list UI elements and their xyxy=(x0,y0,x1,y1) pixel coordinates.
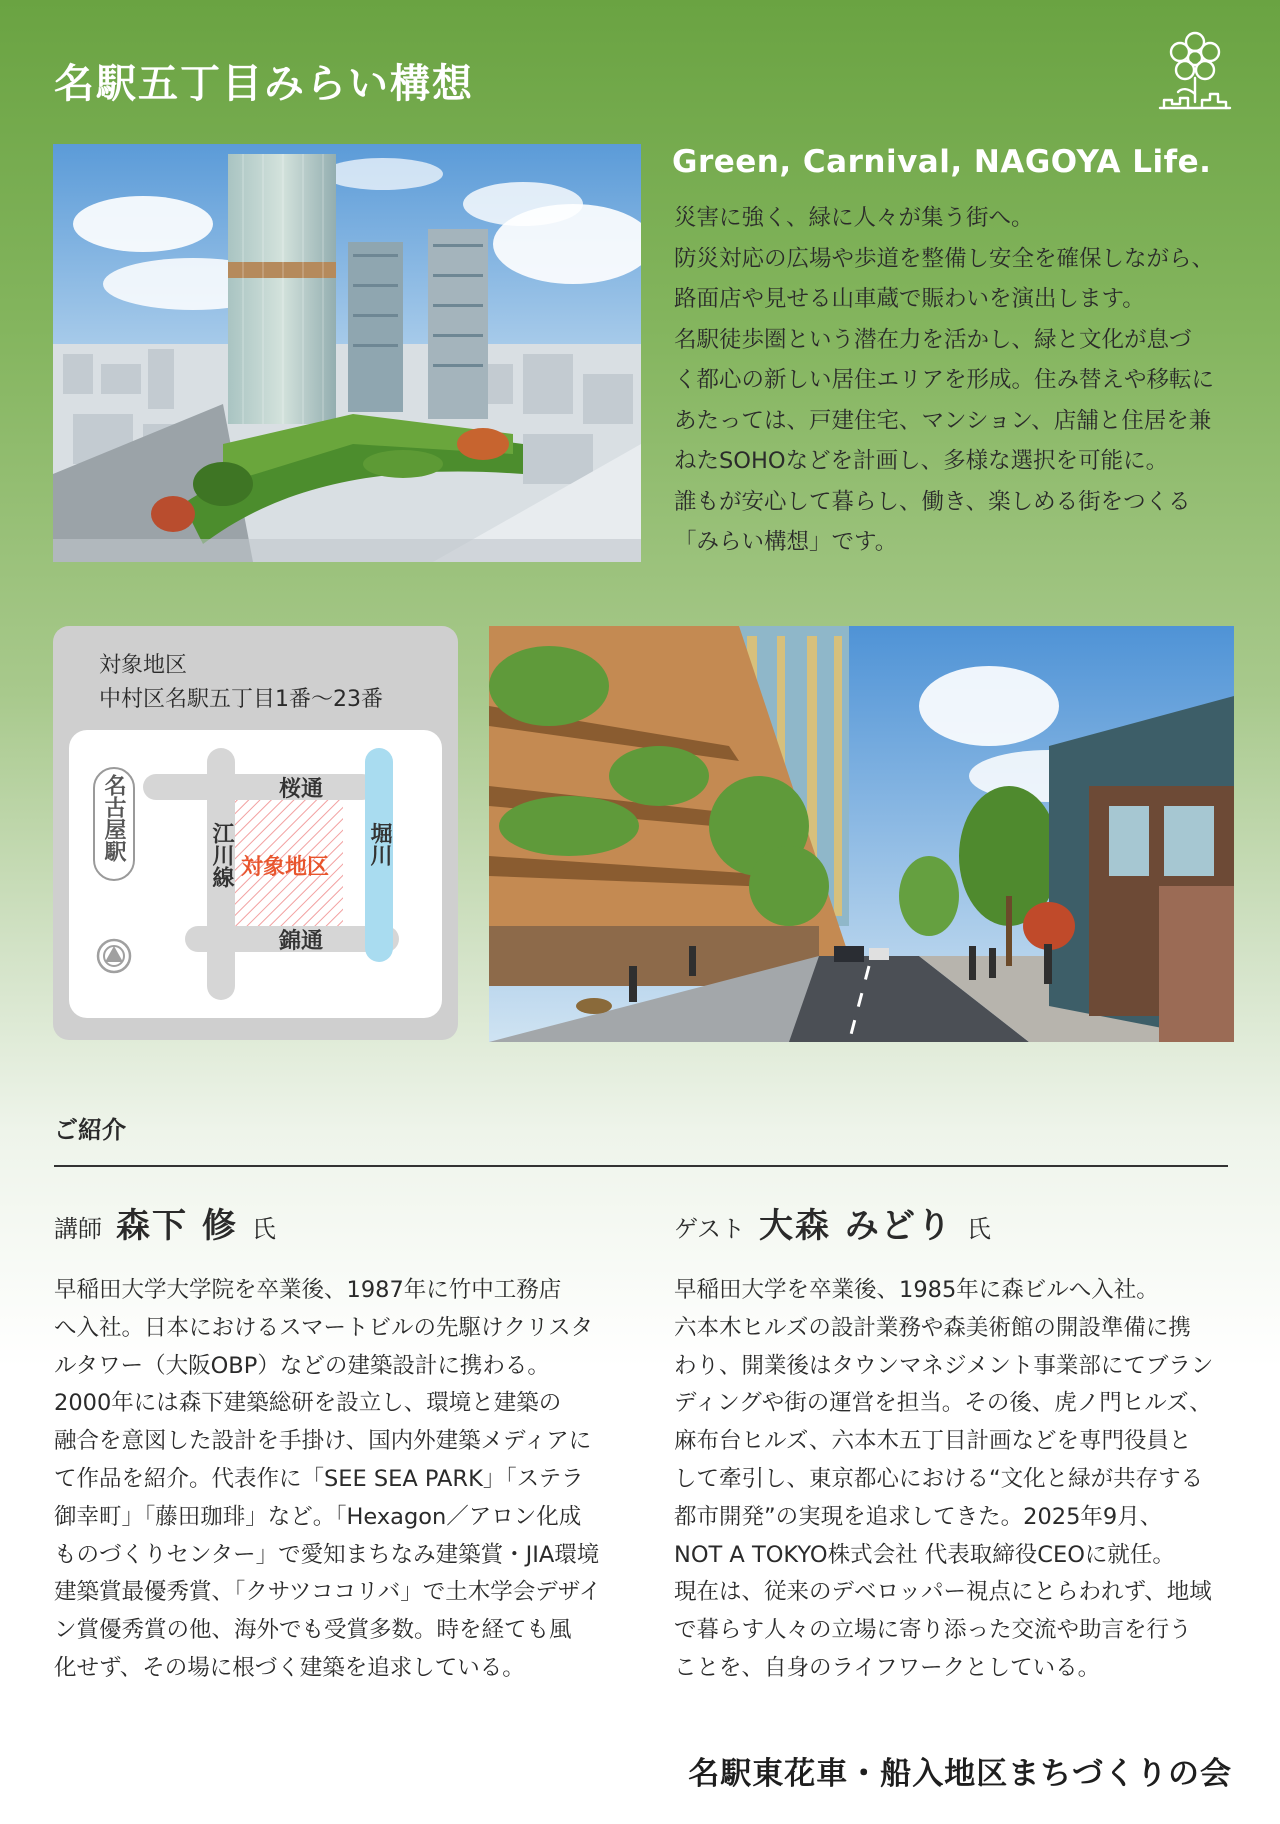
bio-line: して牽引し、東京都心における“文化と緑が共存する xyxy=(674,1465,1204,1492)
guest-bio xyxy=(674,1272,1249,1688)
bio-line: 建築賞最優秀賞、「クサツココリバ」で土木学会デザイ xyxy=(54,1579,602,1606)
intro-line: 「みらい構想」です。 xyxy=(674,529,898,555)
aerial-rendering-image xyxy=(53,144,641,562)
bio-line: 麻布台ヒルズ、六本木五丁目計画などを専門役員と xyxy=(674,1428,1192,1455)
bio-line: 融合を意図した設計を手掛け、国内外建築メディアに xyxy=(54,1428,592,1455)
intro-line: 誰もが安心して暮らし、働き、楽しめる街をつくる xyxy=(674,488,1191,515)
station-label: 名古屋駅 xyxy=(101,774,126,862)
map-label: 対象地区 xyxy=(99,653,188,678)
street-left-label: 江川線 xyxy=(209,822,234,888)
bio-line: NOT A TOKYO株式会社 代表取締役CEOに就任。 xyxy=(674,1541,1175,1568)
lecturer-role: 講師 xyxy=(54,1215,102,1243)
bio-line: て作品を紹介。代表作に「SEE SEA PARK」「ステラ xyxy=(54,1465,584,1492)
intro-paragraph xyxy=(674,198,1264,563)
guest-honorific: 氏 xyxy=(966,1215,991,1243)
section-divider xyxy=(54,1165,1228,1167)
map-address: 中村区名駅五丁目1番～23番 xyxy=(99,687,383,712)
intro-line: 路面店や見せる山車蔵で賑わいを演出します。 xyxy=(674,286,1145,312)
introduction-heading: ご紹介 xyxy=(54,1116,126,1144)
intro-line: く都心の新しい居住エリアを形成。住み替えや移転に xyxy=(674,367,1215,393)
area-map-panel xyxy=(53,626,458,1040)
bio-line: ものづくりセンター」で愛知まちなみ建築賞・JIA環境 xyxy=(54,1541,600,1568)
lecturer-header xyxy=(54,1198,276,1247)
river-label: 堀川 xyxy=(367,822,392,866)
street-top-label: 桜通 xyxy=(279,777,324,802)
area-map xyxy=(69,730,442,1018)
north-icon xyxy=(98,940,130,972)
bio-line: 都市開発”の実現を追求してきた。2025年9月、 xyxy=(674,1503,1163,1530)
target-area-label: 対象地区 xyxy=(241,855,330,880)
guest-role: ゲスト xyxy=(674,1215,746,1243)
bio-line: へ入社。日本におけるスマートビルの先駆けクリスタ xyxy=(54,1314,594,1341)
street-rendering-image xyxy=(489,626,1234,1042)
tagline: Green, Carnival, NAGOYA Life. xyxy=(672,144,1212,180)
lecturer-bio xyxy=(54,1272,629,1688)
bio-line: 現在は、従来のデベロッパー視点にとらわれず、地域 xyxy=(674,1579,1212,1606)
intro-line: 災害に強く、緑に人々が集う街へ。 xyxy=(674,205,1034,231)
bio-line: 早稲田大学大学院を卒業後、1987年に竹中工務店 xyxy=(54,1277,562,1303)
bio-line: ディングや街の運営を担当。その後、虎ノ門ヒルズ、 xyxy=(674,1390,1212,1417)
guest-header xyxy=(674,1198,991,1247)
bio-line: 化せず、その場に根づく建築を追求している。 xyxy=(54,1654,525,1681)
intro-line: 名駅徒歩圏という潜在力を活かし、緑と文化が息づ xyxy=(674,326,1192,353)
page-title: 名駅五丁目みらい構想 xyxy=(54,61,474,107)
bio-line: ことを、自身のライフワークとしている。 xyxy=(674,1654,1101,1681)
bio-line: 2000年には森下建築総研を設立し、環境と建築の xyxy=(54,1390,562,1417)
bio-line: ン賞優秀賞の他、海外でも受賞多数。時を経ても風 xyxy=(54,1617,572,1644)
intro-line: 防災対応の広場や歩道を整備し安全を確保しながら、 xyxy=(674,245,1215,272)
flower-logo-icon xyxy=(1158,28,1232,114)
bio-line: 御幸町」「藤田珈琲」など。「Hexagon／アロン化成 xyxy=(54,1503,582,1530)
bio-line: 六本木ヒルズの設計業務や森美術館の開設準備に携 xyxy=(674,1314,1191,1341)
lecturer-honorific: 氏 xyxy=(251,1215,276,1243)
bio-line: 早稲田大学を卒業後、1985年に森ビルへ入社。 xyxy=(674,1277,1159,1303)
street-bottom-label: 錦通 xyxy=(279,929,324,954)
bio-line: ルタワー（大阪OBP）などの建築設計に携わる。 xyxy=(54,1352,550,1379)
lecturer-name: 森下 修 xyxy=(116,1206,238,1246)
intro-line: あたっては、戸建住宅、マンション、店舗と住居を兼 xyxy=(674,407,1212,434)
guest-name: 大森 みどり xyxy=(759,1206,953,1246)
organizer-name: 名駅東花車・船入地区まちづくりの会 xyxy=(688,1756,1232,1792)
intro-line: ねたSOHOなどを計画し、多様な選択を可能に。 xyxy=(674,448,1169,474)
bio-line: で暮らす人々の立場に寄り添った交流や助言を行う xyxy=(674,1617,1192,1644)
bio-line: わり、開業後はタウンマネジメント事業部にてブラン xyxy=(674,1352,1214,1379)
road-top xyxy=(143,774,375,800)
